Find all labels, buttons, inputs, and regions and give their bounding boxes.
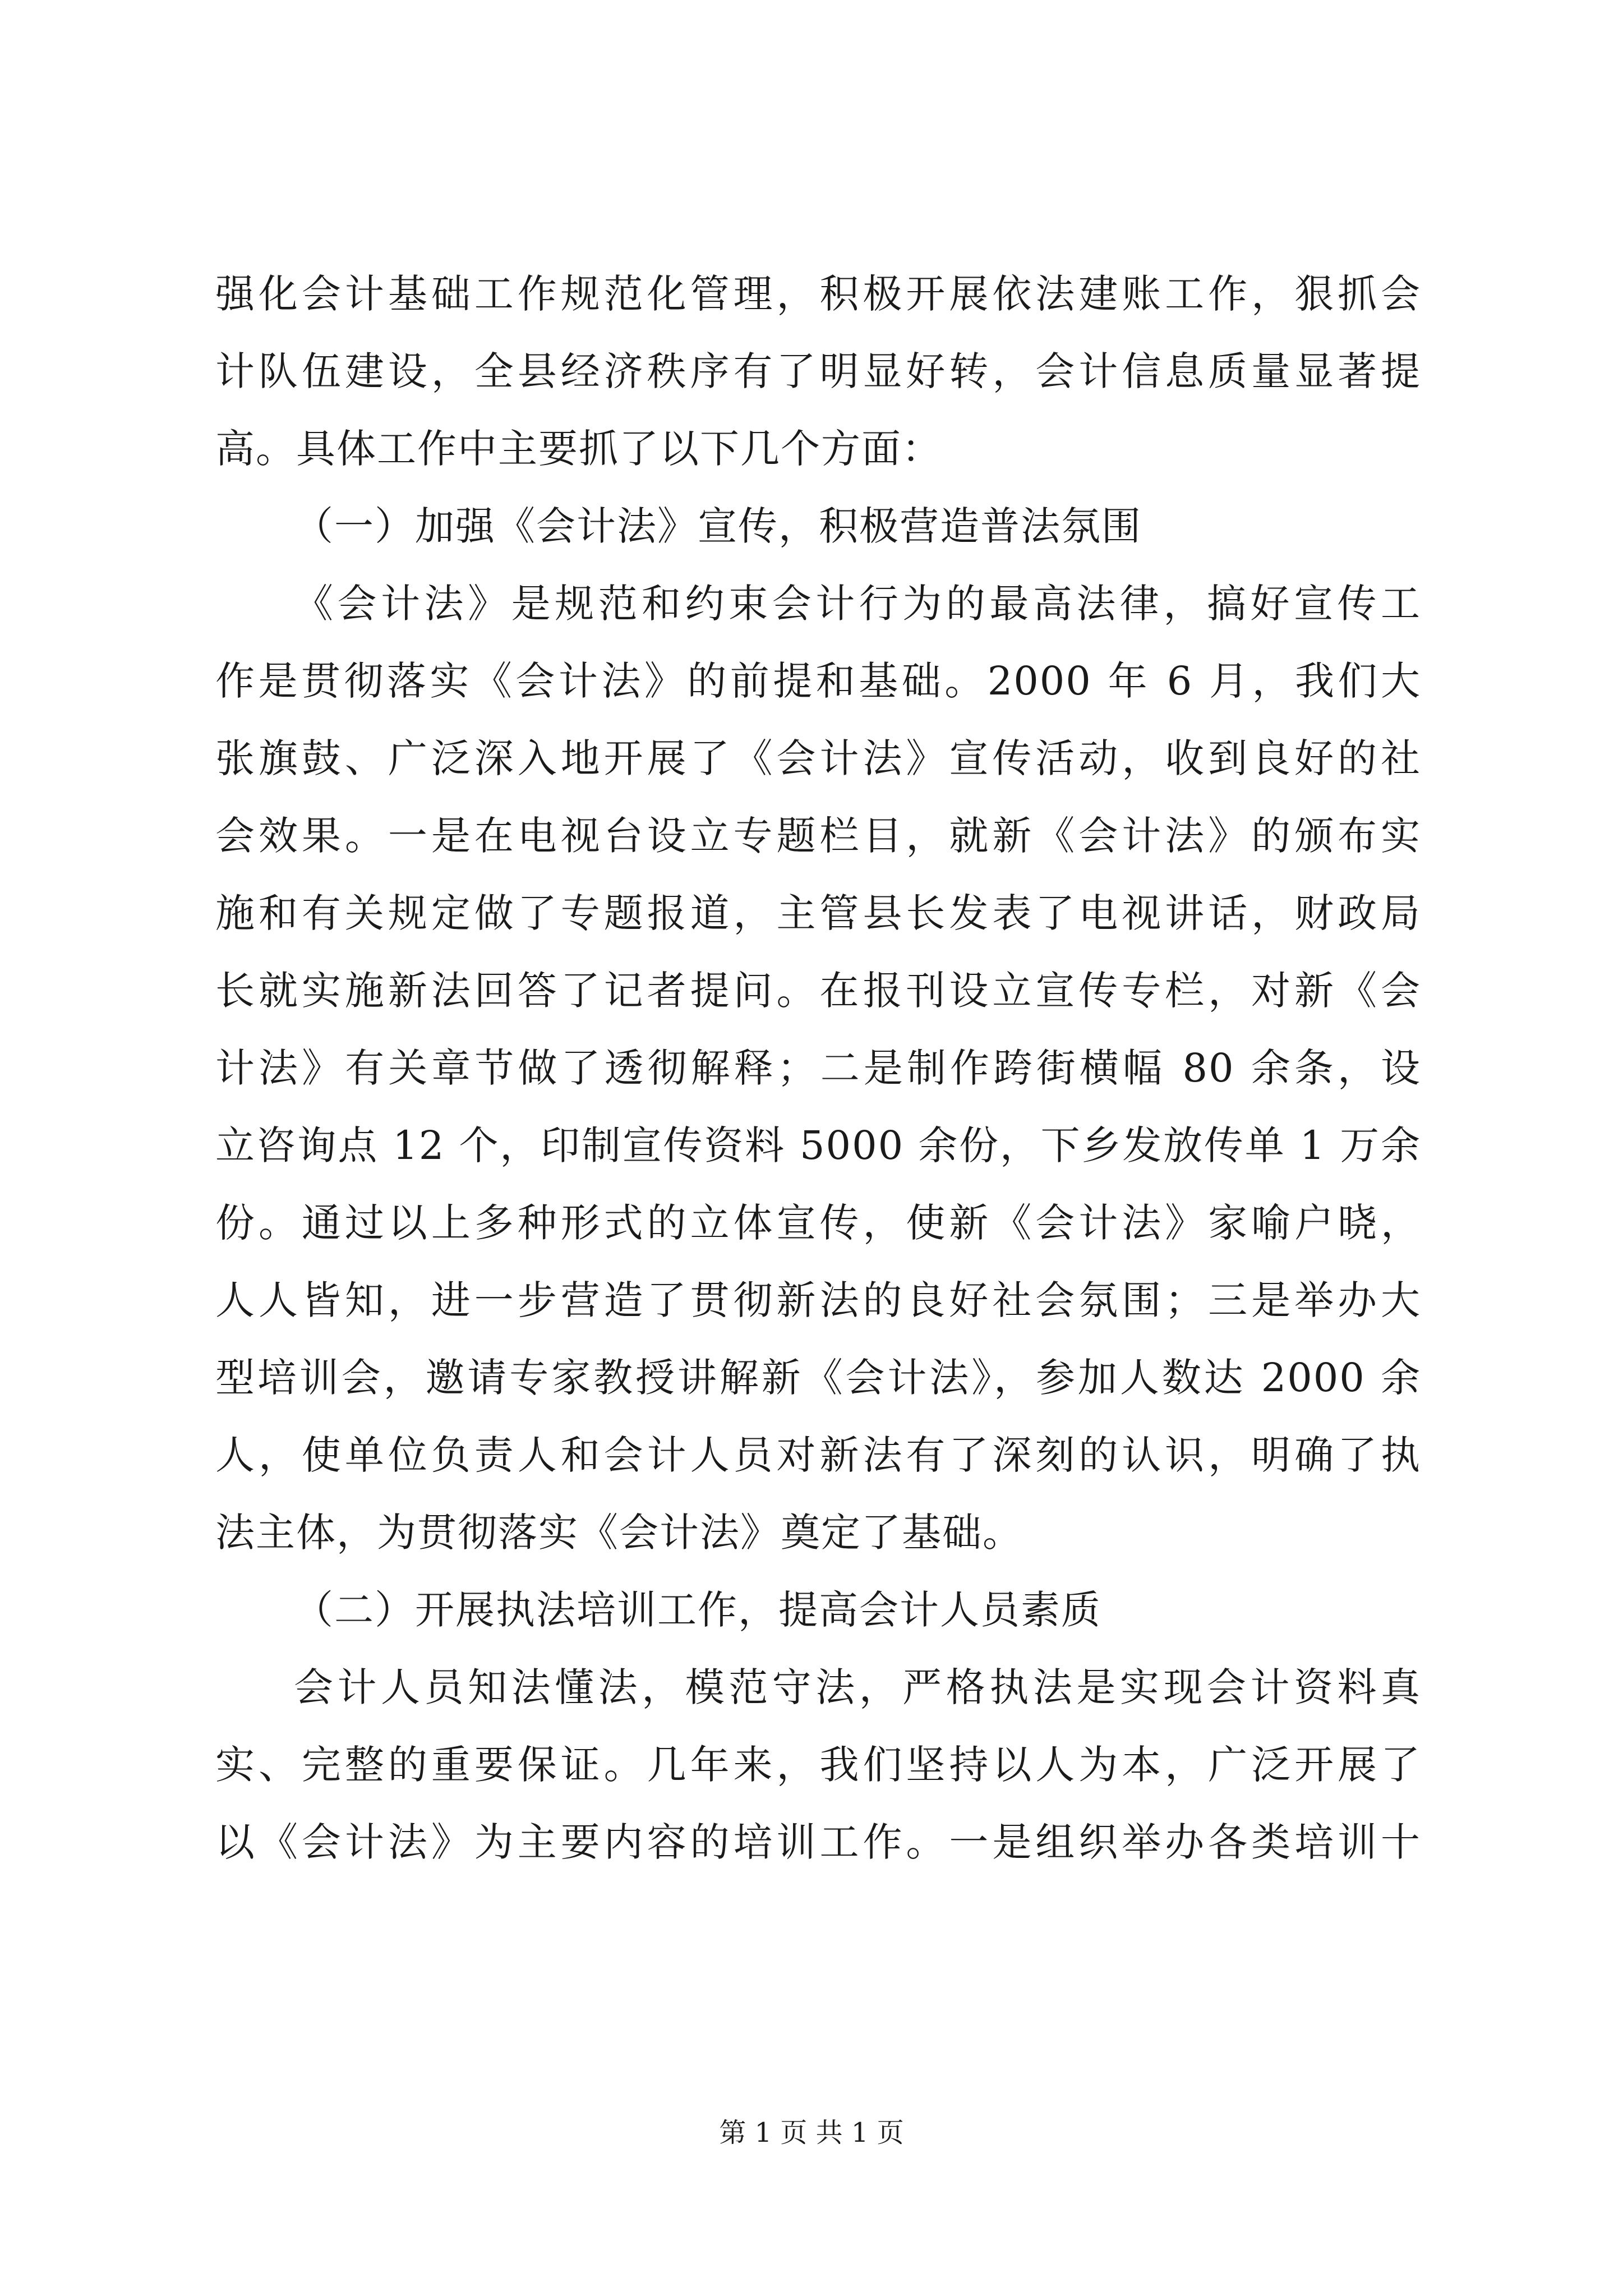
text-line: 以《会计法》为主要内容的培训工作。一是组织举办各类培训十 [215,1819,1421,1865]
text-line: 实、完整的重要保证。几年来，我们坚持以人为本，广泛开展了 [215,1742,1421,1788]
text-line: 施和有关规定做了专题报道，主管县长发表了电视讲话，财政局 [215,890,1421,936]
document-body [215,255,1421,1881]
text-line: 人人皆知，进一步营造了贯彻新法的良好社会氛围；三是举办大 [215,1277,1421,1323]
section-heading-2: （二）开展执法培训工作，提高会计人员素质 [294,1587,1101,1633]
page-footer: 第 1 页 共 1 页 [719,2117,904,2148]
text-line: 型培训会，邀请专家教授讲解新《会计法》，参加人数达 2000 余 [215,1355,1421,1401]
text-line: 计队伍建设，全县经济秩序有了明显好转，会计信息质量显著提 [215,348,1421,394]
text-line: 长就实施新法回答了记者提问。在报刊设立宣传专栏，对新《会 [215,968,1421,1014]
text-line: 立咨询点 12 个，印制宣传资料 5000 余份，下乡发放传单 1 万余 [215,1122,1421,1168]
text-line: 强化会计基础工作规范化管理，积极开展依法建账工作，狠抓会 [215,271,1421,317]
text-line: 作是贯彻落实《会计法》的前提和基础。2000 年 6 月，我们大 [215,658,1421,704]
text-line: 法主体，为贯彻落实《会计法》奠定了基础。 [215,1510,1023,1556]
text-line: 计法》有关章节做了透彻解释；二是制作跨街横幅 80 余条，设 [215,1045,1421,1091]
text-line: 会计人员知法懂法，模范守法，严格执法是实现会计资料真 [294,1664,1421,1710]
section-heading-1: （一）加强《会计法》宣传，积极营造普法氛围 [294,503,1142,549]
text-line: 《会计法》是规范和约束会计行为的最高法律，搞好宣传工 [294,581,1421,627]
text-line: 份。通过以上多种形式的立体宣传，使新《会计法》家喻户晓， [215,1200,1421,1246]
text-line: 张旗鼓、广泛深入地开展了《会计法》宣传活动，收到良好的社 [215,735,1421,781]
text-line: 会效果。一是在电视台设立专题栏目，就新《会计法》的颁布实 [215,813,1421,859]
text-line: 人，使单位负责人和会计人员对新法有了深刻的认识，明确了执 [215,1432,1421,1478]
text-line: 高。具体工作中主要抓了以下几个方面： [215,426,942,472]
